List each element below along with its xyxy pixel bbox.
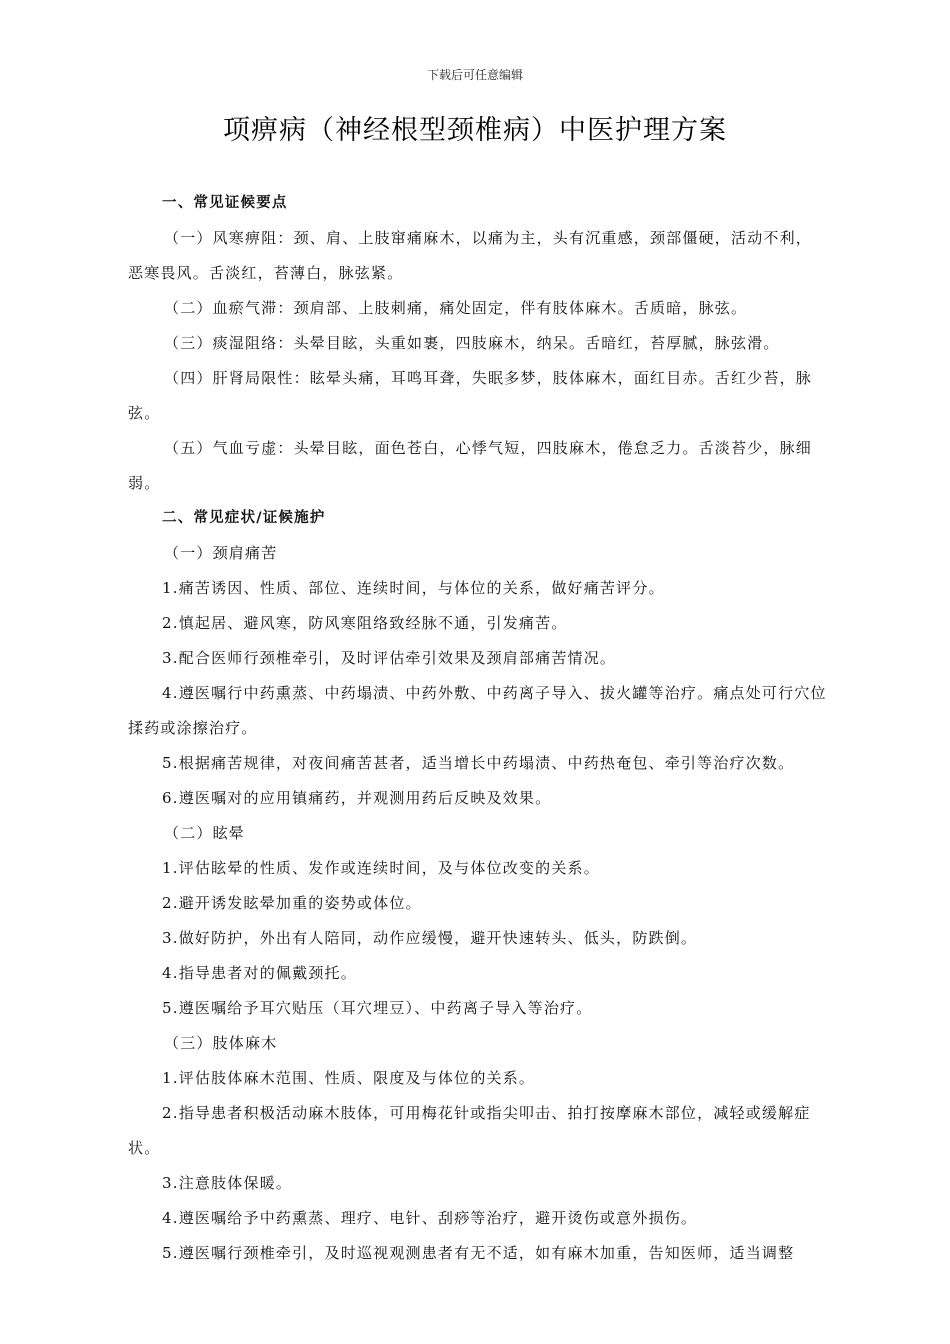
- list-item: 2.慎起居、避风寒，防风寒阻络致经脉不通，引发痛苦。: [162, 614, 568, 632]
- list-item: 4.遵医嘱给予中药熏蒸、理疗、电针、刮痧等治疗，避开烫伤或意外损伤。: [162, 1209, 698, 1227]
- list-item: 3.配合医师行颈椎牵引，及时评估牵引效果及颈肩部痛苦情况。: [162, 649, 617, 667]
- paragraph: （三）痰湿阻络：头晕目眩，头重如裹，四肢麻木，纳呆。舌暗红，苔厚腻，脉弦滑。: [164, 334, 780, 352]
- paragraph: （二）血瘀气滞：颈肩部、上肢刺痛，痛处固定，伴有肢体麻木。舌质暗，脉弦。: [164, 299, 748, 317]
- section-heading: 一、常见证候要点: [162, 195, 288, 211]
- subsection-title: （三）肢体麻木: [164, 1034, 278, 1052]
- paragraph: （一）风寒痹阻：颈、肩、上肢窜痛麻木，以痛为主，头有沉重感，颈部僵硬，活动不利，恶寒畏风。舌淡红，苔薄白，脉弦紧。: [128, 229, 813, 282]
- paragraph: （五）气血亏虚：头晕目眩，面色苍白，心悸气短，四肢麻木，倦怠乏力。舌淡苔少，脉细弱。: [128, 439, 813, 492]
- paragraph: （四）肝肾局限性：眩晕头痛，耳鸣耳聋，失眠多梦，肢体麻木，面红目赤。舌红少苔，脉弦。: [128, 369, 813, 422]
- list-item: 5.根据痛苦规律，对夜间痛苦甚者，适当增长中药塌渍、中药热奄包、牵引等治疗次数。: [162, 754, 795, 772]
- list-item: 3.注意肢体保暖。: [162, 1174, 293, 1192]
- list-item: 5.遵医嘱行颈椎牵引，及时巡视观测患者有无不适，如有麻木加重，告知医师，适当调整: [162, 1244, 795, 1262]
- list-item: 6.遵医嘱对的应用镇痛药，并观测用药后反映及效果。: [162, 789, 552, 807]
- list-item: 5.遵医嘱给予耳穴贴压（耳穴埋豆）、中药离子导入等治疗。: [162, 999, 593, 1017]
- page-header-note: 下载后可任意编辑: [426, 68, 523, 82]
- list-item: 4.遵医嘱行中药熏蒸、中药塌渍、中药外敷、中药离子导入、拔火罐等治疗。痛点处可行穴位揉药或涂擦治疗。: [128, 684, 827, 737]
- list-item: 1.痛苦诱因、性质、部位、连续时间，与体位的关系，做好痛苦评分。: [162, 579, 665, 597]
- subsection-title: （一）颈肩痛苦: [164, 544, 278, 562]
- list-item: 1.评估肢体麻木范围、性质、限度及与体位的关系。: [162, 1069, 536, 1087]
- list-item: 2.指导患者积极活动麻木肢体，可用梅花针或指尖叩击、拍打按摩麻木部位，减轻或缓解症状。: [128, 1104, 811, 1157]
- document-body: [128, 186, 828, 1271]
- list-item: 3.做好防护，外出有人陪同，动作应缓慢，避开快速转头、低头，防跌倒。: [162, 929, 698, 947]
- document-title: 项痹病（神经根型颈椎病）中医护理方案: [223, 115, 727, 146]
- section-heading: 二、常见症状/证候施护: [162, 510, 326, 526]
- list-item: 2.避开诱发眩晕加重的姿势或体位。: [162, 894, 422, 912]
- list-item: 1.评估眩晕的性质、发作或连续时间，及与体位改变的关系。: [162, 859, 600, 877]
- subsection-title: （二）眩晕: [164, 824, 246, 842]
- list-item: 4.指导患者对的佩戴颈托。: [162, 964, 357, 982]
